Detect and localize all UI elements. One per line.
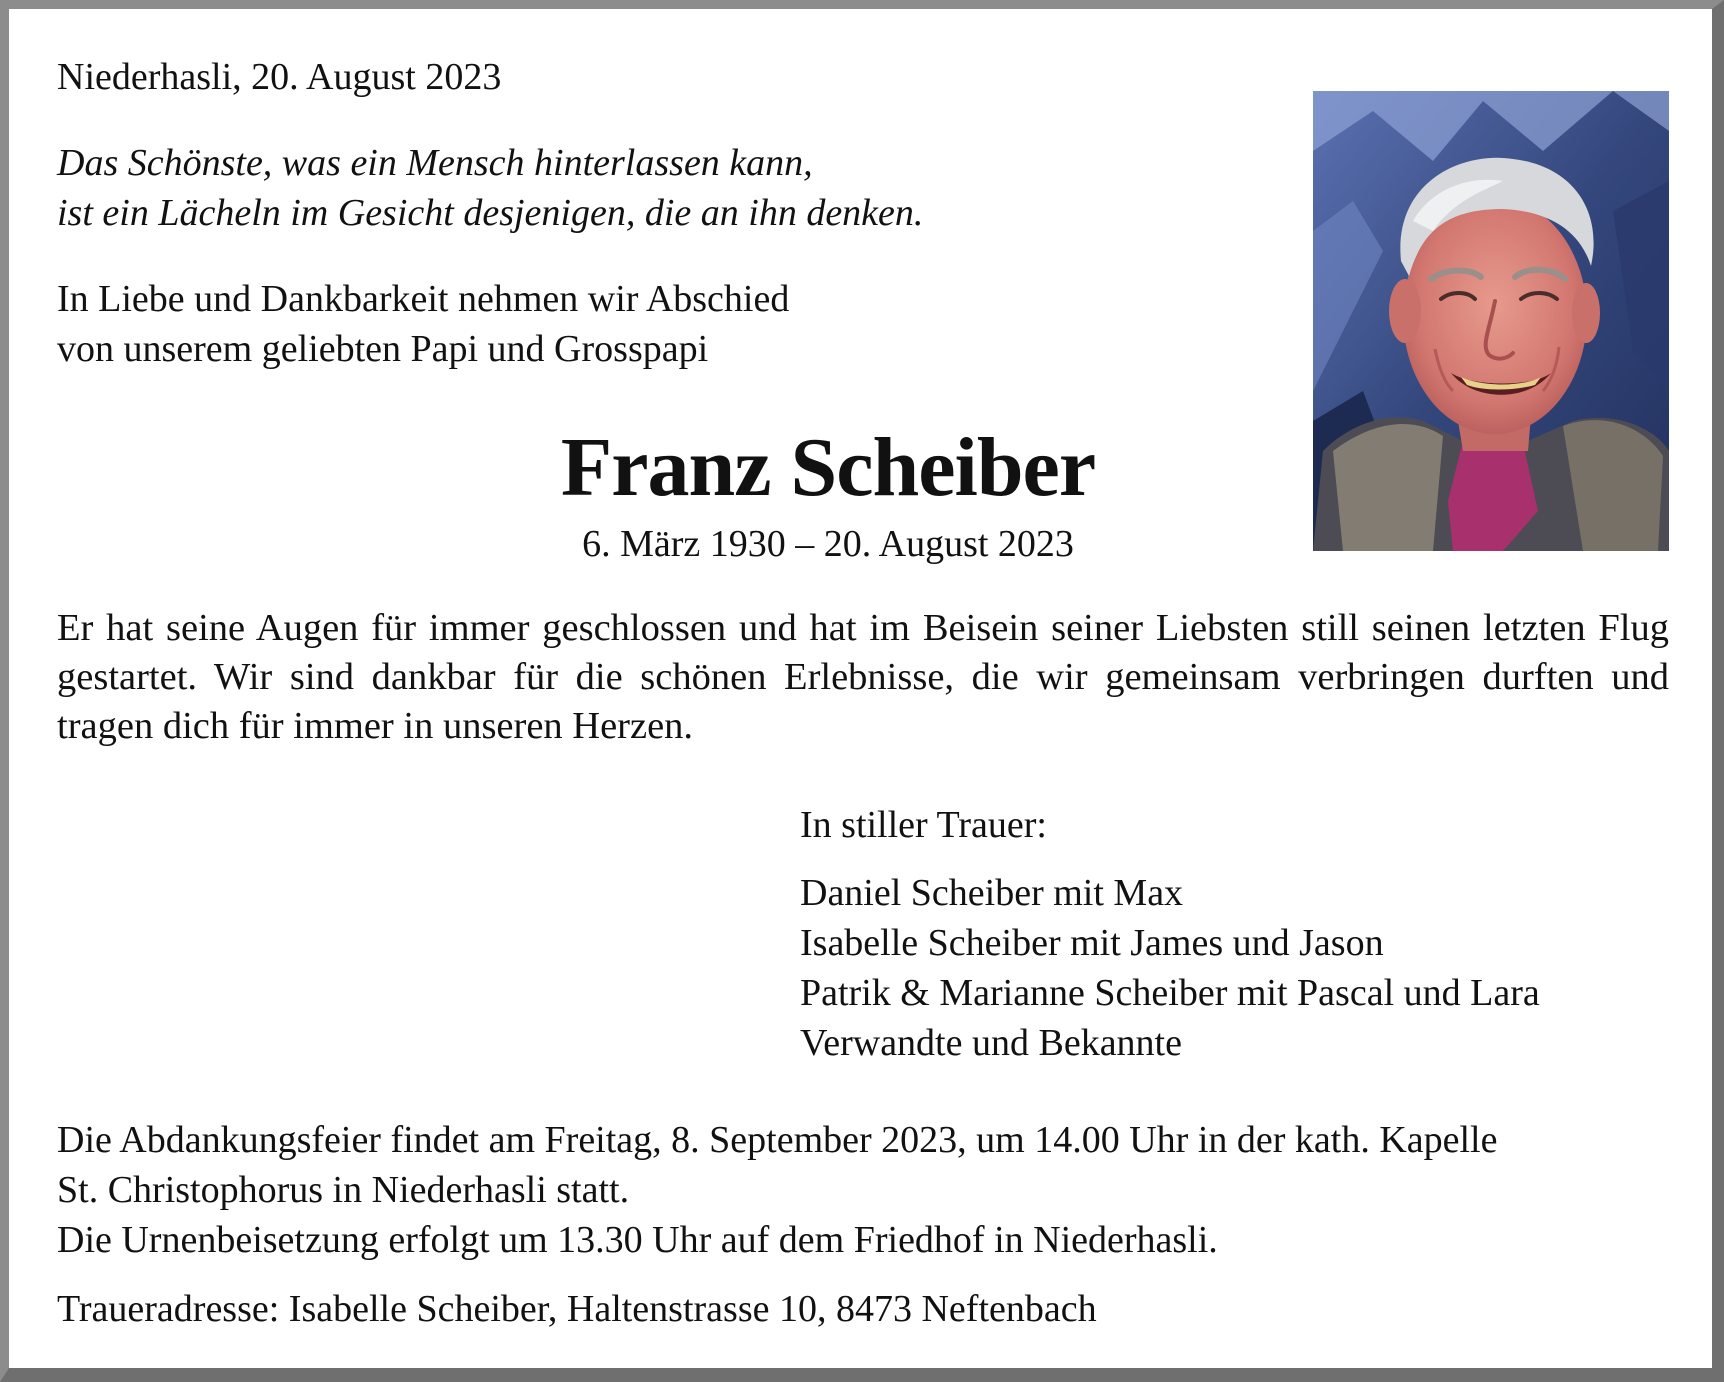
- mourner-entry: Patrik & Marianne Scheiber mit Pascal und Lara: [800, 972, 1540, 1014]
- mourner-entry: Verwandte und Bekannte: [800, 1022, 1182, 1064]
- farewell-intro: [57, 274, 789, 374]
- intro-line: von unserem geliebten Papi und Grosspapi: [57, 328, 709, 370]
- quote-line: Das Schönste, was ein Mensch hinterlassen kann,: [57, 142, 813, 184]
- lifespan-dates: 6. März 1930 – 20. August 2023: [582, 523, 1074, 565]
- ceremony-line: St. Christophorus in Niederhasli statt.: [57, 1169, 630, 1211]
- deceased-name: Franz Scheiber: [560, 421, 1096, 514]
- mourning-heading: In stiller Trauer:: [800, 804, 1047, 846]
- portrait-illustration: [1313, 91, 1669, 551]
- intro-line: In Liebe und Dankbarkeit nehmen wir Abschied: [57, 278, 790, 320]
- ceremony-line: Die Abdankungsfeier findet am Freitag, 8. September 2023, um 14.00 Uhr in der kath. Kapelle: [57, 1119, 1498, 1161]
- ceremony-details: [57, 1115, 1669, 1265]
- mourners-list: [800, 868, 1540, 1068]
- mourner-entry: Isabelle Scheiber mit James und Jason: [800, 922, 1384, 964]
- portrait-photo: [1313, 91, 1669, 551]
- ceremony-line: Die Urnenbeisetzung erfolgt um 13.30 Uhr auf dem Friedhof in Niederhasli.: [57, 1219, 1218, 1261]
- memorial-quote: [57, 138, 923, 238]
- mourner-entry: Daniel Scheiber mit Max: [800, 872, 1184, 914]
- quote-line: ist ein Lächeln im Gesicht desjenigen, die an ihn denken.: [57, 192, 924, 234]
- place-and-date: Niederhasli, 20. August 2023: [57, 56, 502, 98]
- memorial-message: Er hat seine Augen für immer geschlossen und hat im Beisein seiner Liebsten still seinen letzten Flug gestartet. Wir sind dankbar für die schönen Erlebnisse, die wir gemeinsam verbringen durften und tragen dich für immer in unseren Herzen.: [57, 607, 1669, 747]
- condolence-address: Traueradresse: Isabelle Scheiber, Haltenstrasse 10, 8473 Neftenbach: [57, 1288, 1097, 1330]
